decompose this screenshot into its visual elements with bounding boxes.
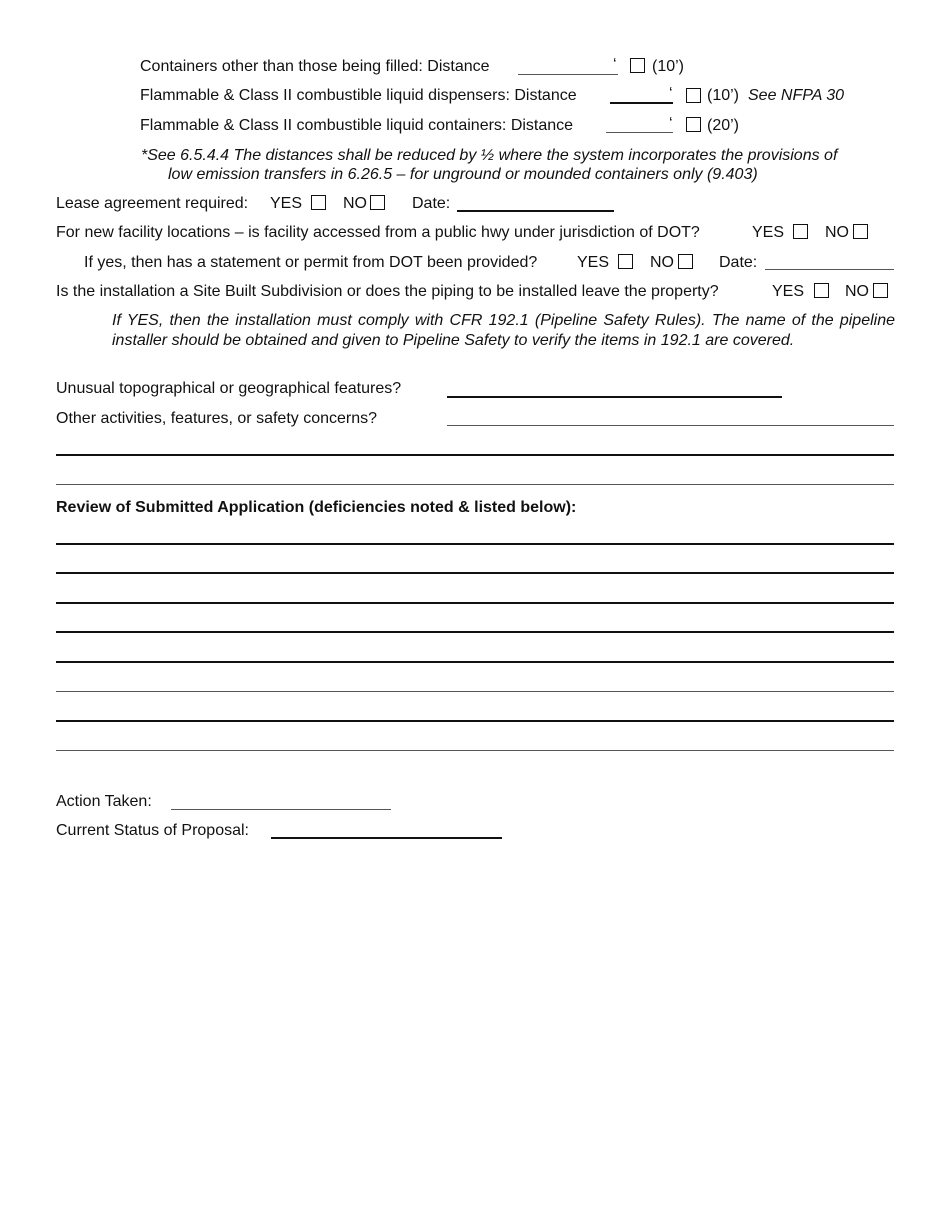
lease-no-label: NO [343, 195, 367, 212]
new-facility-yes-checkbox[interactable] [793, 224, 808, 239]
pipeline-safety-note: If YES, then the installation must comply with CFR 192.1 (Pipeline Safety Rules). The name of the pipeline installer should be obtained and given to Pipeline Safety to verify the items in 192.1 are covered. [112, 312, 895, 349]
dispensers-distance-code: (10’) [707, 87, 740, 104]
containers-distance-field[interactable] [518, 74, 618, 75]
liquid-containers-distance-code: (20’) [707, 117, 740, 134]
review-line[interactable] [56, 631, 894, 633]
action-taken-field[interactable] [171, 809, 391, 810]
current-status-label: Current Status of Proposal: [56, 822, 249, 839]
new-facility-no-label: NO [825, 224, 849, 241]
distance-footnote-line-2: low emission transfers in 6.26.5 – for unground or mounded containers only (9.403) [168, 166, 758, 183]
new-facility-question: For new facility locations – is facility accessed from a public hwy under jurisdiction of DOT? [56, 224, 700, 241]
dot-statement-date-field[interactable] [765, 269, 894, 270]
dispensers-distance-checkbox[interactable] [686, 88, 701, 103]
dot-statement-no-checkbox[interactable] [678, 254, 693, 269]
review-heading: Review of Submitted Application (deficiencies noted & listed below): [56, 499, 577, 516]
lease-agreement-label: Lease agreement required: [56, 195, 249, 212]
site-built-yes-label: YES [772, 283, 805, 300]
nfpa-reference: See NFPA 30 [748, 87, 845, 104]
review-line[interactable] [56, 661, 894, 663]
other-activities-label: Other activities, features, or safety concerns? [56, 410, 378, 427]
site-built-no-checkbox[interactable] [873, 283, 888, 298]
containers-distance-checkbox[interactable] [630, 58, 645, 73]
liquid-containers-distance-checkbox[interactable] [686, 117, 701, 132]
distance-footnote-line-1: *See 6.5.4.4 The distances shall be reduced by ½ where the system incorporates the provisions of [141, 147, 838, 164]
lease-no-checkbox[interactable] [370, 195, 385, 210]
liquid-containers-distance-label: Flammable & Class II combustible liquid containers: Distance [140, 117, 574, 134]
other-activities-line[interactable] [56, 454, 894, 456]
review-line[interactable] [56, 602, 894, 604]
review-line[interactable] [56, 543, 894, 545]
lease-date-field[interactable] [457, 210, 614, 212]
containers-distance-label: Containers other than those being filled: Distance [140, 58, 490, 75]
site-built-yes-checkbox[interactable] [814, 283, 829, 298]
dot-statement-yes-label: YES [577, 254, 610, 271]
other-activities-line[interactable] [56, 484, 894, 485]
liquid-containers-distance-field[interactable] [606, 132, 673, 133]
site-built-no-label: NO [845, 283, 869, 300]
review-line[interactable] [56, 720, 894, 722]
feet-mark: ‘ [669, 115, 673, 132]
new-facility-no-checkbox[interactable] [853, 224, 868, 239]
action-taken-label: Action Taken: [56, 793, 152, 810]
current-status-field[interactable] [271, 837, 502, 839]
lease-date-label: Date: [412, 195, 451, 212]
dispensers-distance-field[interactable] [610, 102, 673, 104]
other-activities-field[interactable] [447, 425, 894, 426]
review-line[interactable] [56, 572, 894, 574]
site-built-question: Is the installation a Site Built Subdivision or does the piping to be installed leave the property? [56, 283, 719, 300]
review-line[interactable] [56, 691, 894, 692]
dot-statement-question: If yes, then has a statement or permit from DOT been provided? [84, 254, 538, 271]
lease-yes-checkbox[interactable] [311, 195, 326, 210]
new-facility-yes-label: YES [752, 224, 785, 241]
dot-statement-no-label: NO [650, 254, 674, 271]
feet-mark: ‘ [613, 56, 617, 73]
topographical-features-field[interactable] [447, 396, 782, 398]
containers-distance-code: (10’) [652, 58, 685, 75]
review-line[interactable] [56, 750, 894, 751]
dot-statement-date-label: Date: [719, 254, 758, 271]
lease-yes-label: YES [270, 195, 303, 212]
feet-mark: ‘ [669, 85, 673, 102]
topographical-features-label: Unusual topographical or geographical features? [56, 380, 402, 397]
dispensers-distance-label: Flammable & Class II combustible liquid dispensers: Distance [140, 87, 577, 104]
dot-statement-yes-checkbox[interactable] [618, 254, 633, 269]
